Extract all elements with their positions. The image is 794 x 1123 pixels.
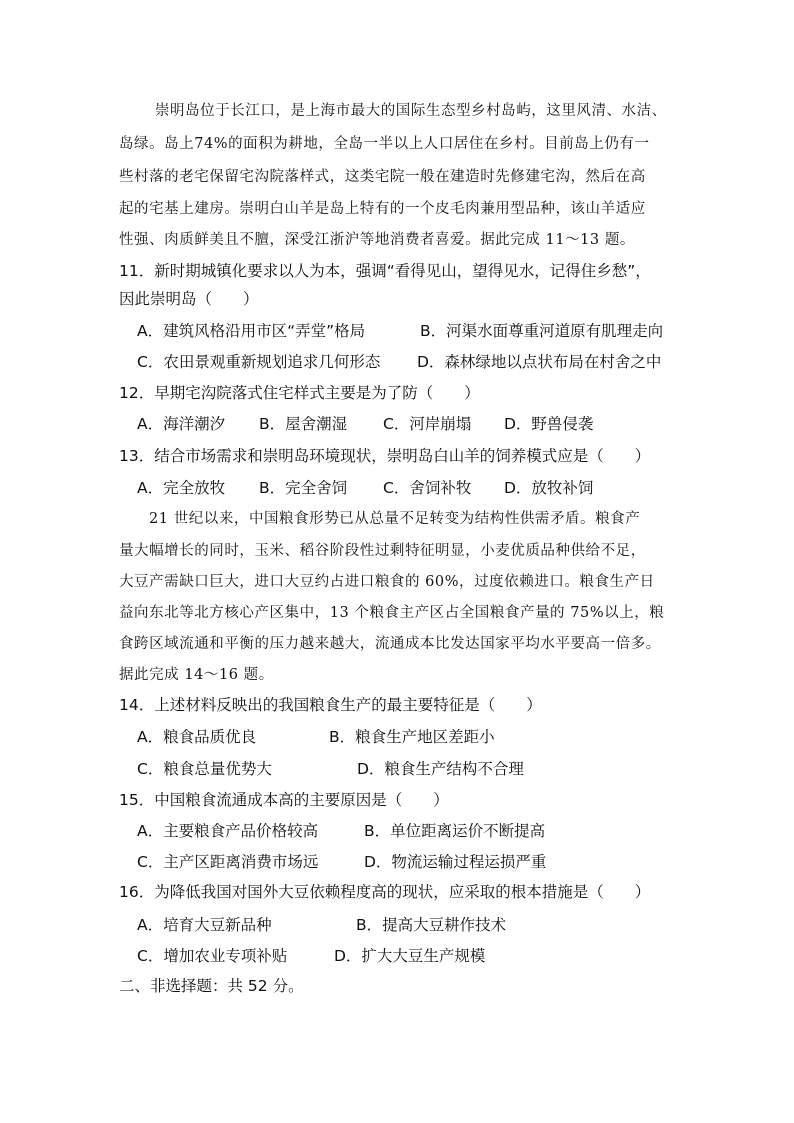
q13-option-c[interactable]: C．舍饲补牧 bbox=[383, 479, 472, 497]
passage1-line-3: 些村落的老宅保留宅沟院落样式，这类宅院一般在建造时先修建宅沟，然后在高 bbox=[119, 169, 646, 185]
q15-option-c[interactable]: C．主产区距离消费市场远 bbox=[137, 853, 319, 871]
q14-stem: 14．上述材料反映出的我国粮食生产的最主要特征是（ ） bbox=[119, 696, 542, 714]
q13-option-b[interactable]: B．完全舍饲 bbox=[259, 479, 348, 497]
q11-option-c[interactable]: C．农田景观重新规划追求几何形态 bbox=[137, 353, 381, 371]
q11-option-b[interactable]: B．河渠水面尊重河道原有肌理走向 bbox=[420, 322, 664, 340]
q15-options-row1 bbox=[137, 820, 545, 842]
q14-option-b[interactable]: B．粮食生产地区差距小 bbox=[329, 728, 495, 746]
q11-option-a[interactable]: A．建筑风格沿用市区“弄堂”格局 bbox=[137, 322, 366, 340]
q14-option-a[interactable]: A．粮食品质优良 bbox=[137, 728, 257, 746]
passage2-line-4: 益向东北等北方核心产区集中，13 个粮食主产区占全国粮食产量的 75%以上，粮 bbox=[119, 605, 665, 621]
q11-option-d[interactable]: D．森林绿地以点状布局在村舍之中 bbox=[417, 353, 662, 371]
q12-option-c[interactable]: C．河岸崩塌 bbox=[383, 415, 472, 433]
q12-option-d[interactable]: D．野兽侵袭 bbox=[504, 415, 594, 433]
q12-option-b[interactable]: B．屋舍潮湿 bbox=[259, 415, 348, 433]
q14-option-d[interactable]: D．粮食生产结构不合理 bbox=[357, 760, 524, 778]
q15-option-d[interactable]: D．物流运输过程运损严重 bbox=[364, 853, 547, 871]
passage1-line-2: 岛绿。岛上74%的面积为耕地，全岛一半以上人口居住在乡村。目前岛上仍有一 bbox=[119, 136, 650, 152]
q15-options-row2 bbox=[137, 851, 546, 873]
q14-options-row2 bbox=[137, 758, 524, 780]
passage1-line-1: 崇明岛位于长江口，是上海市最大的国际生态型乡村岛屿，这里风清、水洁、 bbox=[155, 103, 667, 119]
q11-options-row1 bbox=[137, 320, 663, 342]
q11-options-row2 bbox=[137, 351, 661, 373]
q16-stem: 16．为降低我国对国外大豆依赖程度高的现状，应采取的根本措施是（ ） bbox=[119, 883, 651, 901]
q12-option-a[interactable]: A．海洋潮汐 bbox=[137, 415, 226, 433]
passage1-line-4: 起的宅基上建房。崇明白山羊是岛上特有的一个皮毛肉兼用型品种，该山羊适应 bbox=[119, 201, 646, 217]
q13-option-d[interactable]: D．放牧补饲 bbox=[504, 479, 594, 497]
q11-stem-line2: 因此崇明岛（ ） bbox=[119, 290, 259, 308]
q16-options-row1 bbox=[137, 914, 506, 936]
q11-stem-line1: 11．新时期城镇化要求以人为本，强调“看得见山，望得见水，记得住乡愁”， bbox=[119, 262, 651, 280]
q15-option-a[interactable]: A．主要粮食产品价格较高 bbox=[137, 822, 319, 840]
q16-options-row2 bbox=[137, 945, 485, 967]
q15-stem: 15．中国粮食流通成本高的主要原因是（ ） bbox=[119, 791, 449, 809]
passage2-line-5: 食跨区域流通和平衡的压力越来越大，流通成本比发达国家平均水平要高一倍多。 bbox=[119, 636, 661, 652]
passage2-line-1: 21 世纪以来，中国粮食形势已从总量不足转变为结构性供需矛盾。粮食产 bbox=[149, 511, 641, 527]
passage2-line-3: 大豆产需缺口巨大，进口大豆约占进口粮食的 60%，过度依赖进口。粮食生产日 bbox=[119, 574, 655, 590]
q16-option-d[interactable]: D．扩大大豆生产规模 bbox=[334, 947, 486, 965]
q15-option-b[interactable]: B．单位距离运价不断提高 bbox=[364, 822, 546, 840]
passage2-line-6: 据此完成 14～16 题。 bbox=[119, 667, 274, 683]
section-heading-nonchoice: 二、非选择题：共 52 分。 bbox=[119, 977, 304, 995]
q16-option-a[interactable]: A．培育大豆新品种 bbox=[137, 916, 272, 934]
q13-stem: 13．结合市场需求和崇明岛环境现状，崇明岛白山羊的饲养模式应是（ ） bbox=[119, 447, 651, 465]
q16-option-b[interactable]: B．提高大豆耕作技术 bbox=[356, 916, 507, 934]
q14-options-row1 bbox=[137, 726, 495, 748]
q12-options bbox=[137, 413, 593, 435]
q14-option-c[interactable]: C．粮食总量优势大 bbox=[137, 760, 272, 778]
q13-option-a[interactable]: A．完全放牧 bbox=[137, 479, 226, 497]
q13-options bbox=[137, 477, 593, 499]
q12-stem: 12．早期宅沟院落式住宅样式主要是为了防（ ） bbox=[119, 384, 480, 402]
q16-option-c[interactable]: C．增加农业专项补贴 bbox=[137, 947, 288, 965]
passage1-line-5: 性强、肉质鲜美且不膻，深受江浙沪等地消费者喜爱。据此完成 11～13 题。 bbox=[119, 232, 635, 248]
passage2-line-2: 量大幅增长的同时，玉米、稻谷阶段性过剩特征明显，小麦优质品种供给不足， bbox=[119, 543, 646, 559]
